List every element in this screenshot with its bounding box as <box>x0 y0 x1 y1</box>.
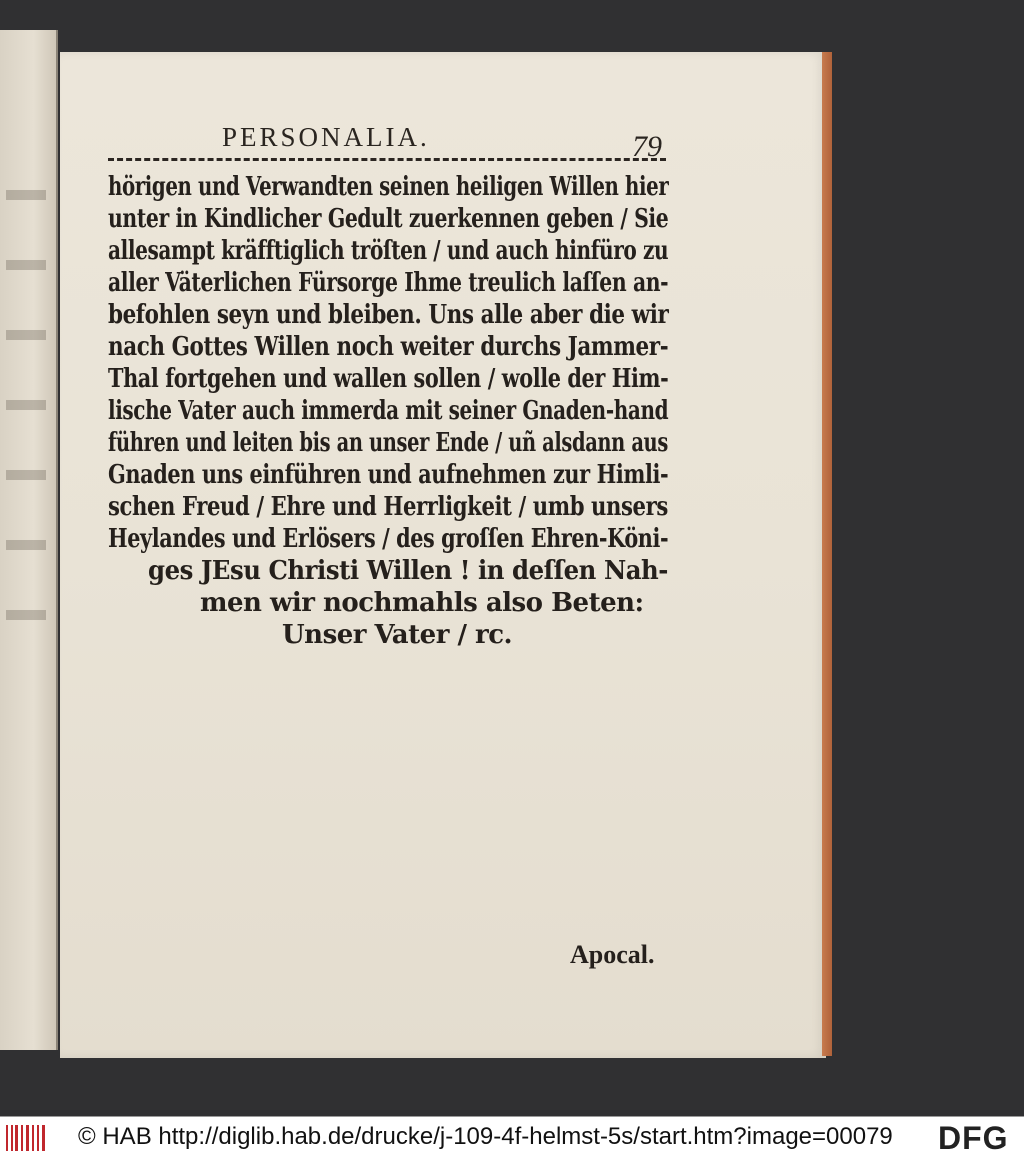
barcode-icon <box>6 1125 46 1151</box>
text-line: lische Vater auch immerda mit seiner Gnaden-hand <box>108 396 669 426</box>
catchword: Apocal. <box>570 940 655 969</box>
book-page <box>60 52 826 1058</box>
text-line: befohlen seyn und bleiben. Uns alle aber die wir <box>108 300 669 330</box>
running-title: PERSONALIA. <box>222 122 430 152</box>
text-line: unter in Kindlicher Gedult zuerkennen geben / Sie <box>108 204 669 234</box>
text-line: Thal fortgehen und wallen sollen / wolle der Him- <box>108 364 669 394</box>
text-line: schen Freud / Ehre und Herrligkeit / umb unsers <box>108 492 668 522</box>
dfg-logo: DFG <box>938 1120 1009 1156</box>
text-line: Gnaden uns einführen und aufnehmen zur Himli- <box>108 460 669 490</box>
text-line: Heylandes und Erlösers / des groſſen Ehren-Köni- <box>108 524 669 554</box>
page-number: 79 <box>632 130 662 163</box>
text-line: führen und leiten bis an unser Ende / uñ alsdann aus <box>108 428 668 458</box>
text-line: Unser Vater / rc. <box>282 620 513 650</box>
text-line: ges JEsu Christi Willen ! in deſſen Nah- <box>148 556 668 586</box>
text-line: hörigen und Verwandten seinen heiligen Willen hier <box>108 172 669 202</box>
page-fore-edge <box>822 52 832 1056</box>
facing-page-edge <box>0 30 58 1050</box>
text-line: men wir nochmahls also Beten: <box>200 588 644 618</box>
text-line: aller Väterlichen Fürsorge Ihme treulich laſſen an- <box>108 268 669 298</box>
footer-bar <box>0 1116 1024 1157</box>
text-line: nach Gottes Willen noch weiter durchs Jammer- <box>108 332 669 362</box>
header-rule <box>108 158 666 161</box>
text-line: allesampt kräfftiglich tröſten / und auch hinfüro zu <box>108 236 669 266</box>
copyright-link[interactable]: © HAB http://diglib.hab.de/drucke/j-109-4f-helmst-5s/start.htm?image=00079 <box>78 1123 893 1150</box>
